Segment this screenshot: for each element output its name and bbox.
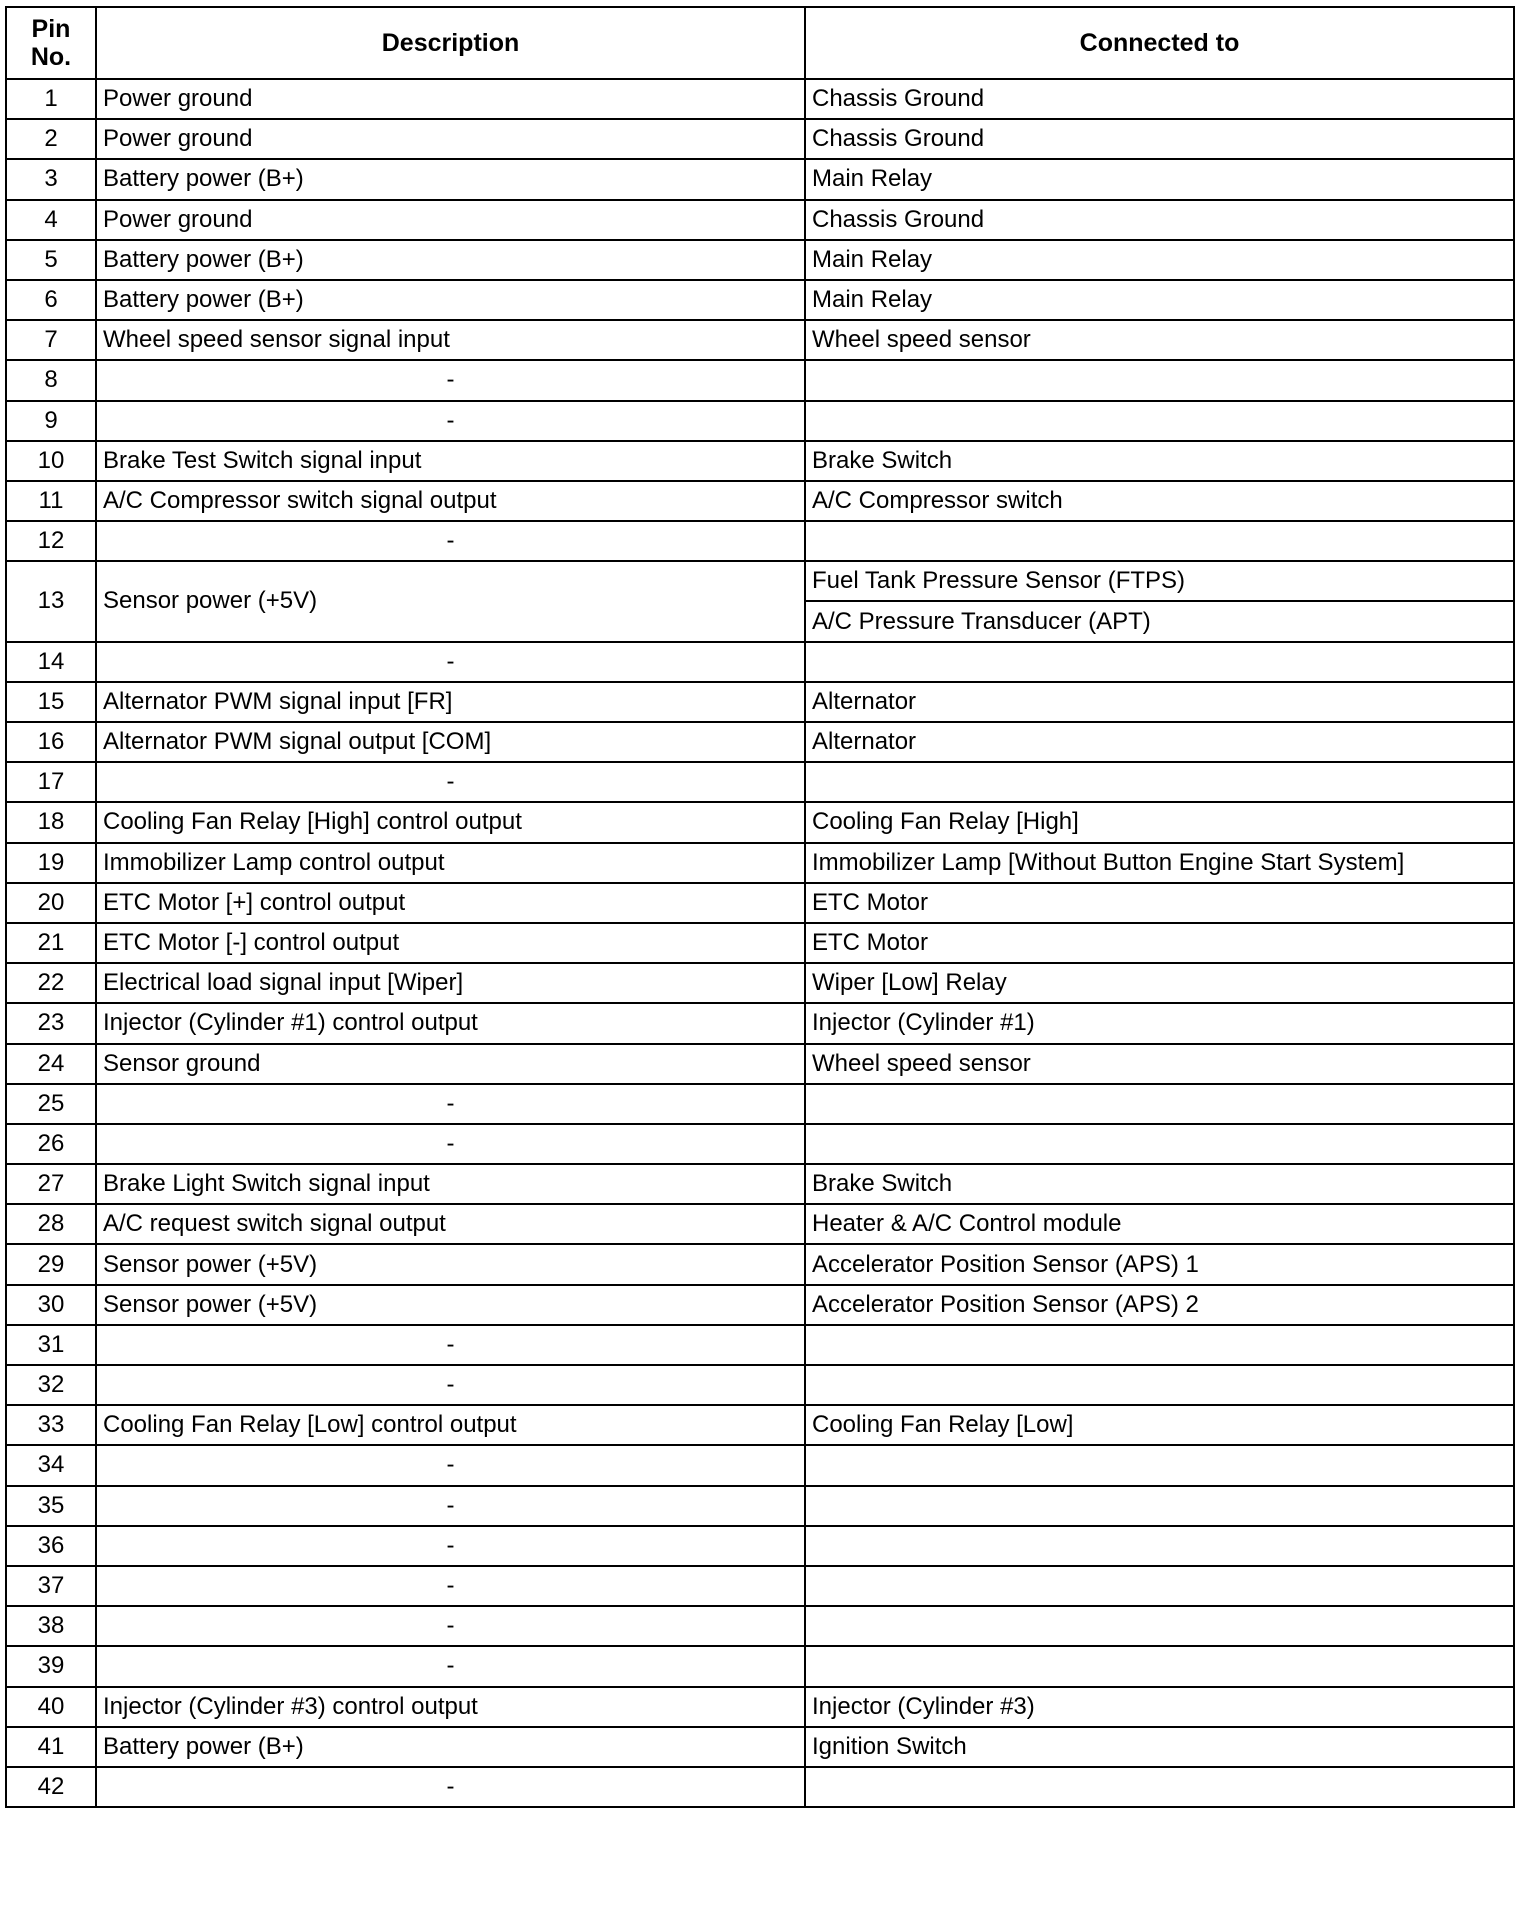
pin-number-cell: 10 (6, 441, 96, 481)
connected-to-cell (805, 1566, 1514, 1606)
connected-to-cell: Injector (Cylinder #1) (805, 1003, 1514, 1043)
description-cell: Cooling Fan Relay [Low] control output (96, 1405, 805, 1445)
table-row (6, 1164, 1514, 1204)
table-row (6, 1486, 1514, 1526)
pin-number-cell: 31 (6, 1325, 96, 1365)
pin-number-cell: 24 (6, 1044, 96, 1084)
description-cell: ETC Motor [+] control output (96, 883, 805, 923)
description-cell: Brake Test Switch signal input (96, 441, 805, 481)
table-row (6, 682, 1514, 722)
table-row (6, 1445, 1514, 1485)
description-cell: Sensor power (+5V) (96, 1285, 805, 1325)
connected-to-cell: Wheel speed sensor (805, 320, 1514, 360)
table-row (6, 1003, 1514, 1043)
connected-to-cell: Chassis Ground (805, 200, 1514, 240)
header-row (6, 7, 1514, 79)
connected-to-cell (805, 1526, 1514, 1566)
table-row (6, 1566, 1514, 1606)
table-row (6, 1204, 1514, 1244)
pin-number-cell: 26 (6, 1124, 96, 1164)
table-row (6, 642, 1514, 682)
connected-to-cell: Main Relay (805, 240, 1514, 280)
description-cell: Immobilizer Lamp control output (96, 843, 805, 883)
table-row (6, 1767, 1514, 1807)
connected-to-cell: A/C Pressure Transducer (APT) (805, 601, 1514, 641)
pin-number-cell: 4 (6, 200, 96, 240)
connected-to-cell: Main Relay (805, 280, 1514, 320)
description-cell: Battery power (B+) (96, 159, 805, 199)
connected-to-cell (805, 1767, 1514, 1807)
description-cell: - (96, 1606, 805, 1646)
table-row (6, 280, 1514, 320)
description-cell: Injector (Cylinder #1) control output (96, 1003, 805, 1043)
connected-to-cell (805, 1365, 1514, 1405)
table-row (6, 159, 1514, 199)
description-cell: Power ground (96, 79, 805, 119)
pin-number-cell: 27 (6, 1164, 96, 1204)
table-row (6, 1606, 1514, 1646)
connected-to-cell: Alternator (805, 722, 1514, 762)
table-row (6, 722, 1514, 762)
connected-to-cell: ETC Motor (805, 883, 1514, 923)
table-row (6, 401, 1514, 441)
pin-number-cell: 35 (6, 1486, 96, 1526)
description-cell: - (96, 1566, 805, 1606)
description-cell: Electrical load signal input [Wiper] (96, 963, 805, 1003)
connected-to-cell (805, 1084, 1514, 1124)
table-row (6, 1325, 1514, 1365)
pin-table (5, 6, 1515, 1808)
connected-to-cell: A/C Compressor switch (805, 481, 1514, 521)
description-cell: A/C Compressor switch signal output (96, 481, 805, 521)
description-cell: - (96, 762, 805, 802)
pin-number-cell: 12 (6, 521, 96, 561)
description-cell: Alternator PWM signal input [FR] (96, 682, 805, 722)
pin-number-cell: 39 (6, 1646, 96, 1686)
header-description: Description (96, 7, 805, 79)
table-row (6, 1526, 1514, 1566)
description-cell: Sensor power (+5V) (96, 561, 805, 641)
table-row (6, 1405, 1514, 1445)
header-pin-line2: No. (30, 43, 72, 71)
description-cell: - (96, 1767, 805, 1807)
description-cell: Battery power (B+) (96, 280, 805, 320)
connected-to-cell: Main Relay (805, 159, 1514, 199)
table-row (6, 119, 1514, 159)
pin-number-cell: 20 (6, 883, 96, 923)
pin-number-cell: 22 (6, 963, 96, 1003)
description-cell: - (96, 1486, 805, 1526)
description-cell: Power ground (96, 119, 805, 159)
table-row (6, 1727, 1514, 1767)
table-row (6, 1646, 1514, 1686)
description-cell: - (96, 1646, 805, 1686)
connected-to-cell (805, 1325, 1514, 1365)
pin-number-cell: 37 (6, 1566, 96, 1606)
description-cell: Sensor ground (96, 1044, 805, 1084)
description-cell: Wheel speed sensor signal input (96, 320, 805, 360)
pin-number-cell: 17 (6, 762, 96, 802)
pin-number-cell: 30 (6, 1285, 96, 1325)
table-row (6, 521, 1514, 561)
header-pin-line1: Pin (31, 15, 71, 43)
connected-to-cell (805, 642, 1514, 682)
connected-to-cell: Immobilizer Lamp [Without Button Engine Start System] (805, 843, 1514, 883)
table-row (6, 1244, 1514, 1284)
table-row (6, 1365, 1514, 1405)
connected-to-cell (805, 1124, 1514, 1164)
table-row (6, 79, 1514, 119)
pin-number-cell: 25 (6, 1084, 96, 1124)
pin-number-cell: 41 (6, 1727, 96, 1767)
pin-number-cell: 23 (6, 1003, 96, 1043)
table-row (6, 200, 1514, 240)
description-cell: - (96, 642, 805, 682)
table-row (6, 481, 1514, 521)
connected-to-cell: Accelerator Position Sensor (APS) 2 (805, 1285, 1514, 1325)
pin-number-cell: 33 (6, 1405, 96, 1445)
connected-to-cell: Chassis Ground (805, 119, 1514, 159)
pin-number-cell: 6 (6, 280, 96, 320)
pin-number-cell: 32 (6, 1365, 96, 1405)
connected-to-cell: Brake Switch (805, 441, 1514, 481)
description-cell: - (96, 1325, 805, 1365)
connected-to-cell: Cooling Fan Relay [High] (805, 802, 1514, 842)
pin-number-cell: 7 (6, 320, 96, 360)
connected-to-cell: Brake Switch (805, 1164, 1514, 1204)
description-cell: Injector (Cylinder #3) control output (96, 1687, 805, 1727)
table-header (6, 7, 1514, 79)
connected-to-cell (805, 1445, 1514, 1485)
description-cell: Battery power (B+) (96, 1727, 805, 1767)
description-cell: ETC Motor [-] control output (96, 923, 805, 963)
connected-to-cell: Injector (Cylinder #3) (805, 1687, 1514, 1727)
table-row (6, 320, 1514, 360)
connected-to-cell (805, 1646, 1514, 1686)
pin-number-cell: 15 (6, 682, 96, 722)
table-row (6, 1285, 1514, 1325)
pin-number-cell: 34 (6, 1445, 96, 1485)
table-row (6, 441, 1514, 481)
description-cell: - (96, 1124, 805, 1164)
description-cell: - (96, 521, 805, 561)
description-cell: - (96, 1365, 805, 1405)
header-pin-no (6, 7, 96, 79)
pin-number-cell: 14 (6, 642, 96, 682)
pin-number-cell: 40 (6, 1687, 96, 1727)
connected-to-cell (805, 521, 1514, 561)
table-row (6, 1044, 1514, 1084)
description-cell: - (96, 401, 805, 441)
table-row (6, 963, 1514, 1003)
description-cell: Sensor power (+5V) (96, 1244, 805, 1284)
pin-number-cell: 21 (6, 923, 96, 963)
description-cell: A/C request switch signal output (96, 1204, 805, 1244)
pin-number-cell: 2 (6, 119, 96, 159)
description-cell: Alternator PWM signal output [COM] (96, 722, 805, 762)
connected-to-cell: Cooling Fan Relay [Low] (805, 1405, 1514, 1445)
pin-number-cell: 1 (6, 79, 96, 119)
table-row (6, 1687, 1514, 1727)
table-row (6, 762, 1514, 802)
connected-to-cell (805, 1606, 1514, 1646)
pin-number-cell: 3 (6, 159, 96, 199)
table-row (6, 923, 1514, 963)
connected-to-cell (805, 762, 1514, 802)
connected-to-cell (805, 401, 1514, 441)
pin-number-cell: 16 (6, 722, 96, 762)
connected-to-cell: Accelerator Position Sensor (APS) 1 (805, 1244, 1514, 1284)
connected-to-cell: Fuel Tank Pressure Sensor (FTPS) (805, 561, 1514, 601)
connected-to-cell: Wiper [Low] Relay (805, 963, 1514, 1003)
connected-to-cell: Chassis Ground (805, 79, 1514, 119)
description-cell: - (96, 1084, 805, 1124)
description-cell: - (96, 360, 805, 400)
pin-number-cell: 13 (6, 561, 96, 641)
pin-number-cell: 8 (6, 360, 96, 400)
table-row (6, 1124, 1514, 1164)
connected-to-cell: Heater & A/C Control module (805, 1204, 1514, 1244)
connected-to-cell: Ignition Switch (805, 1727, 1514, 1767)
connected-to-cell (805, 1486, 1514, 1526)
description-cell: Power ground (96, 200, 805, 240)
description-cell: - (96, 1526, 805, 1566)
table-body (6, 79, 1514, 1807)
pin-number-cell: 28 (6, 1204, 96, 1244)
table-row (6, 883, 1514, 923)
pin-number-cell: 38 (6, 1606, 96, 1646)
pin-number-cell: 19 (6, 843, 96, 883)
connected-to-cell: Alternator (805, 682, 1514, 722)
table-row (6, 360, 1514, 400)
pin-number-cell: 36 (6, 1526, 96, 1566)
table-row (6, 240, 1514, 280)
connected-to-cell: Wheel speed sensor (805, 1044, 1514, 1084)
table-row (6, 1084, 1514, 1124)
pin-number-cell: 5 (6, 240, 96, 280)
description-cell: Cooling Fan Relay [High] control output (96, 802, 805, 842)
pin-number-cell: 11 (6, 481, 96, 521)
description-cell: - (96, 1445, 805, 1485)
header-connected-to: Connected to (805, 7, 1514, 79)
description-cell: Brake Light Switch signal input (96, 1164, 805, 1204)
connected-to-cell (805, 360, 1514, 400)
table-row (6, 561, 1514, 601)
table-row (6, 802, 1514, 842)
pin-number-cell: 9 (6, 401, 96, 441)
pin-number-cell: 29 (6, 1244, 96, 1284)
connected-to-cell: ETC Motor (805, 923, 1514, 963)
table-row (6, 843, 1514, 883)
pin-number-cell: 42 (6, 1767, 96, 1807)
pin-number-cell: 18 (6, 802, 96, 842)
description-cell: Battery power (B+) (96, 240, 805, 280)
